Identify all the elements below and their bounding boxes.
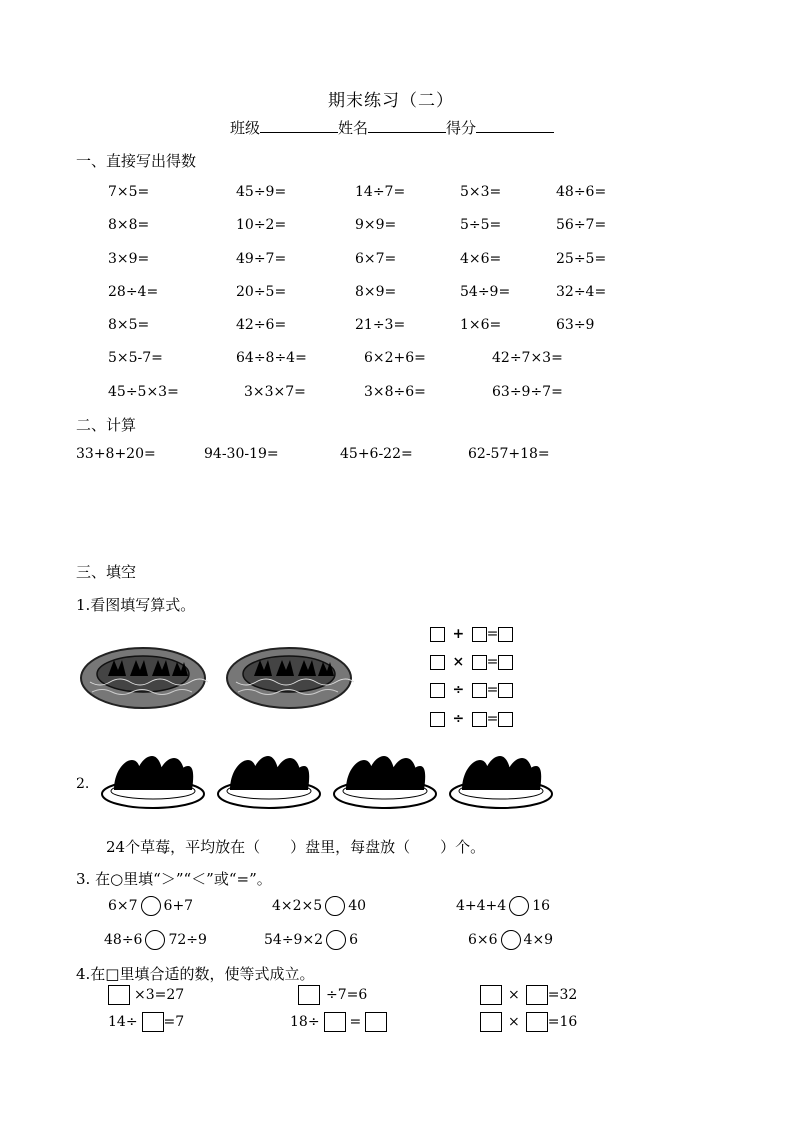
compare-left: 6×7 — [108, 898, 138, 914]
q1-label: 1.看图填写算式。 — [76, 596, 196, 614]
answer-box[interactable] — [430, 683, 445, 698]
problem: 9×9= — [355, 217, 397, 233]
compare-item — [468, 930, 553, 950]
compare-left: 54÷9×2 — [264, 932, 324, 948]
problem: 8×8= — [108, 217, 150, 233]
equals-sign: = — [486, 654, 499, 670]
answer-box[interactable] — [430, 627, 445, 642]
answer-box[interactable] — [526, 1012, 548, 1032]
answer-box[interactable] — [472, 683, 487, 698]
problem: 42÷6= — [236, 317, 287, 333]
problem: 45÷5×3= — [108, 384, 179, 400]
q1-equation-row — [430, 654, 513, 670]
answer-box[interactable] — [498, 712, 513, 727]
operator: ÷ — [452, 711, 465, 727]
compare-item — [104, 930, 207, 950]
problem: 48÷6= — [556, 184, 607, 200]
equation-text: 14÷ — [108, 1014, 138, 1030]
compare-right: 6 — [349, 932, 359, 948]
name-field[interactable] — [368, 117, 446, 133]
compare-circle[interactable] — [141, 896, 161, 916]
problem: 4×6= — [460, 251, 502, 267]
compare-right: 16 — [532, 898, 551, 914]
answer-box[interactable] — [324, 1012, 346, 1032]
bird-nest-illustration — [224, 636, 354, 712]
answer-box[interactable] — [480, 1012, 502, 1032]
problem: 28÷4= — [108, 284, 159, 300]
student-info-line — [230, 117, 554, 138]
problem: 63÷9 — [556, 317, 595, 333]
problem: 32÷4= — [556, 284, 607, 300]
fill-equation — [480, 1012, 577, 1032]
problem: 3×8÷6= — [364, 384, 426, 400]
problem: 45÷9= — [236, 184, 287, 200]
answer-box[interactable] — [472, 627, 487, 642]
problem: 54÷9= — [460, 284, 511, 300]
strawberry-plate-illustration — [216, 750, 322, 812]
q1-equation-row — [430, 626, 513, 642]
problem: 6×7= — [355, 251, 397, 267]
score-label: 得分 — [446, 119, 477, 137]
problem: 49÷7= — [236, 251, 287, 267]
name-label: 姓名 — [338, 119, 369, 137]
problem: 3×3×7= — [244, 384, 306, 400]
calc-problem: 94-30-19= — [204, 446, 279, 462]
q1-equation-row — [430, 682, 513, 698]
strawberry-plate-illustration — [332, 750, 438, 812]
equation-text: =16 — [547, 1014, 578, 1030]
problem: 64÷8÷4= — [236, 350, 307, 366]
compare-circle[interactable] — [501, 930, 521, 950]
problem: 6×2+6= — [364, 350, 426, 366]
compare-left: 4×2×5 — [272, 898, 323, 914]
answer-box[interactable] — [298, 985, 320, 1005]
problem: 14÷7= — [355, 184, 406, 200]
equals-sign: = — [486, 711, 499, 727]
problem: 5÷5= — [460, 217, 502, 233]
compare-item — [456, 896, 550, 916]
compare-circle[interactable] — [325, 896, 345, 916]
compare-item — [272, 896, 366, 916]
equation-text: =7 — [163, 1014, 185, 1030]
answer-box[interactable] — [365, 1012, 387, 1032]
equation-text: ÷7=6 — [326, 987, 368, 1003]
score-field[interactable] — [476, 117, 554, 133]
compare-left: 6×6 — [468, 932, 498, 948]
problem: 7×5= — [108, 184, 150, 200]
answer-box[interactable] — [472, 655, 487, 670]
problem: 20÷5= — [236, 284, 287, 300]
class-field[interactable] — [260, 117, 338, 133]
bird-nest-illustration — [78, 636, 208, 712]
answer-box[interactable] — [472, 712, 487, 727]
problem: 5×3= — [460, 184, 502, 200]
equals-sign: = — [486, 682, 499, 698]
fill-equation — [290, 1012, 387, 1032]
compare-item — [264, 930, 358, 950]
section-1-heading: 一、直接写出得数 — [76, 152, 197, 170]
answer-box[interactable] — [498, 627, 513, 642]
problem: 63÷9÷7= — [492, 384, 563, 400]
page-title: 期末练习（二） — [328, 91, 454, 111]
compare-left: 48÷6 — [104, 932, 143, 948]
equation-text: =32 — [547, 987, 578, 1003]
answer-box[interactable] — [430, 655, 445, 670]
strawberry-plate-illustration — [448, 750, 554, 812]
compare-right: 40 — [348, 898, 367, 914]
problem: 1×6= — [460, 317, 502, 333]
problem: 42÷7×3= — [492, 350, 563, 366]
answer-box[interactable] — [142, 1012, 164, 1032]
compare-left: 4+4+4 — [456, 898, 507, 914]
fill-equation — [108, 985, 184, 1005]
calc-problem: 62-57+18= — [468, 446, 550, 462]
class-label: 班级 — [230, 119, 261, 137]
problem: 5×5-7= — [108, 350, 163, 366]
compare-item — [108, 896, 193, 916]
calc-problem: 33+8+20= — [76, 446, 156, 462]
strawberry-plate-illustration — [100, 750, 206, 812]
q2-text: 24个草莓，平均放在（ ）盘里，每盘放（ ）个。 — [106, 838, 486, 856]
operator: × — [508, 987, 520, 1003]
q4-label: 4.在□里填合适的数，使等式成立。 — [76, 965, 315, 983]
answer-box[interactable] — [526, 985, 548, 1005]
operator: ÷ — [452, 682, 465, 698]
section-2-heading: 二、计算 — [76, 416, 137, 434]
problem: 56÷7= — [556, 217, 607, 233]
answer-box[interactable] — [498, 683, 513, 698]
answer-box[interactable] — [498, 655, 513, 670]
equals-sign: = — [349, 1014, 362, 1030]
answer-box[interactable] — [480, 985, 502, 1005]
equation-text: ×3=27 — [134, 987, 185, 1003]
fill-equation — [480, 985, 577, 1005]
q3-label: 3. 在○里填“＞”“＜”或“=”。 — [76, 870, 272, 888]
problem: 8×9= — [355, 284, 397, 300]
section-3-heading: 三、填空 — [76, 563, 137, 581]
q2-number: 2. — [76, 776, 90, 792]
problem: 3×9= — [108, 251, 150, 267]
problem: 10÷2= — [236, 217, 287, 233]
equals-sign: = — [486, 626, 499, 642]
problem: 25÷5= — [556, 251, 607, 267]
compare-right: 4×9 — [523, 932, 554, 948]
problem: 21÷3= — [355, 317, 406, 333]
operator: + — [452, 626, 465, 642]
compare-right: 72÷9 — [168, 932, 207, 948]
operator: × — [452, 654, 465, 670]
fill-equation — [298, 985, 367, 1005]
compare-right: 6+7 — [163, 898, 194, 914]
answer-box[interactable] — [108, 985, 130, 1005]
q1-equation-row — [430, 711, 513, 727]
compare-circle[interactable] — [145, 930, 165, 950]
operator: × — [508, 1014, 520, 1030]
compare-circle[interactable] — [509, 896, 529, 916]
fill-equation — [108, 1012, 184, 1032]
problem: 8×5= — [108, 317, 150, 333]
equation-text: 18÷ — [290, 1014, 320, 1030]
calc-problem: 45+6-22= — [340, 446, 413, 462]
compare-circle[interactable] — [326, 930, 346, 950]
answer-box[interactable] — [430, 712, 445, 727]
